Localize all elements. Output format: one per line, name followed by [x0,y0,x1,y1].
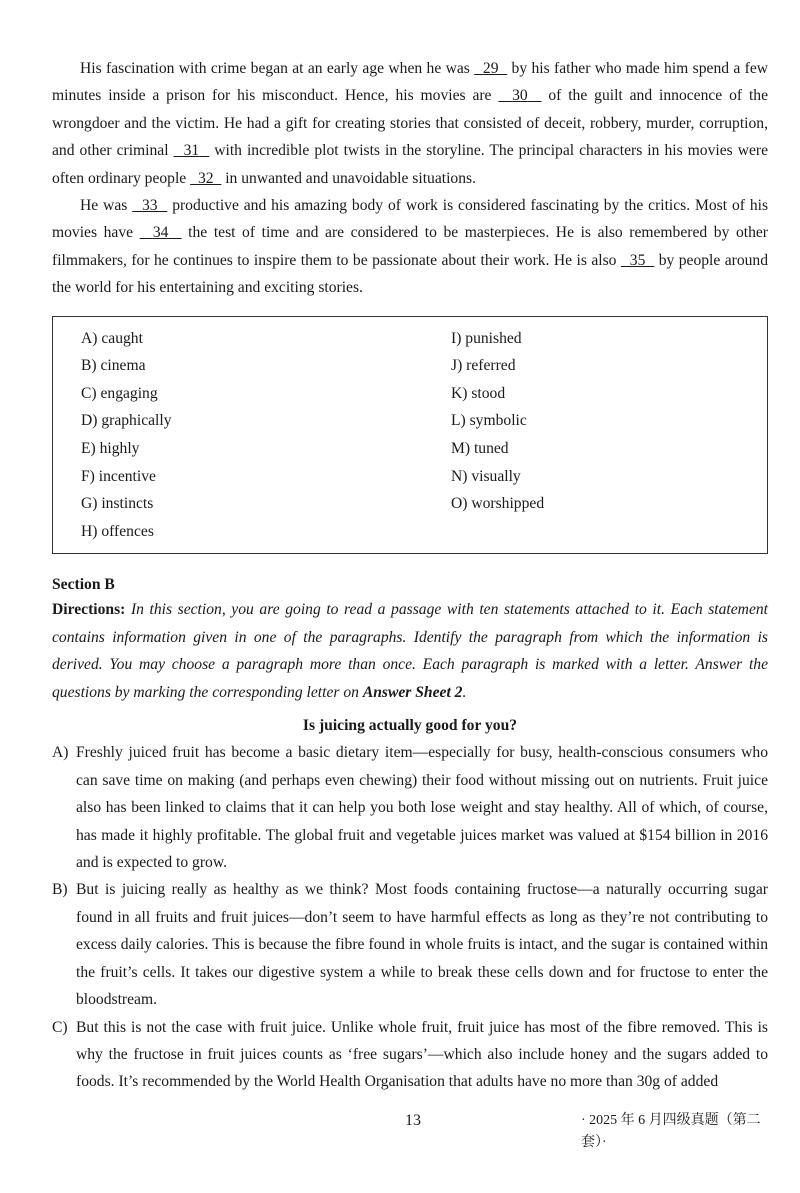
blank-number: 34 [152,224,169,242]
paragraph-text: But this is not the case with fruit juice. Unlike whole fruit, fruit juice has most of the fibre removed. This is why the fructose in fruit juices counts as ‘free sugars’—which also include honey and the sugars added to foods. It’s recommended by the World Health Organisation that adults have no more than 30g of added [76,1018,768,1091]
section-heading: Section B [52,576,115,594]
text: the test of time and are considered to be masterpieces. He is also remembered by other filmmakers, for he continues to inspire them to be passionate about their work. He is also [52,224,768,269]
paragraph-label: A) [52,744,69,762]
footer-source: · 2025 年 6 月四级真题（第二套）· [581,1112,761,1150]
text: of the guilt and innocence of the wrongdoer and the victim. He had a gift for creating stories that consisted of deceit, robbery, murder, corruption, and other criminal [52,87,769,160]
passage-title: Is juicing actually good for you? [302,717,518,735]
paragraph-a [52,739,768,876]
blank-35 [621,252,654,269]
paragraph-b [52,876,768,1013]
blank-number: 32 [197,169,214,187]
word-option: E) highly [81,440,140,458]
word-option: C) engaging [81,384,158,402]
directions-label: Directions: [52,601,126,619]
paragraph-text: Freshly juiced fruit has become a basic dietary item—especially for busy, health-conscious consumers who can save time on making (and perhaps even chewing) their food without missing out on nutrients. Fruit juice also has been linked to claims that it can help you both lose weight and stay healthy. All of which, of course, has made it highly profitable. The global fruit and vegetable juices market was valued at $154 billion in 2016 and is expected to grow. [76,744,768,872]
page-number: 13 [405,1111,421,1129]
text: with incredible plot twists in the storyline. The principal characters in his movies were often ordinary people [52,142,769,187]
word-bank-box [52,316,768,555]
text: by people around the world for his entertaining and exciting stories. [52,251,769,297]
word-option: O) worshipped [451,495,545,513]
paragraph-label: B) [52,881,68,899]
directions [52,596,768,706]
text: His fascination with crime began at an early age when he was [80,60,475,77]
paragraph-text: But is juicing really as healthy as we think? Most foods containing fructose—a naturally occurring sugar found in all fruits and fruit juices—don’t seem to have harmful effects as long as they’re not contributing to excess daily calories. This is because the fibre found in whole fruits is intact, and the sugar is contained within the fruit’s cells. It takes our digestive system a while to break these cells down and for fructose to enter the bloodstream. [76,881,768,1009]
passage-paragraph-2 [52,192,768,302]
word-option: M) tuned [451,440,509,458]
period: . [462,683,467,701]
blank-number: 30 [512,87,528,105]
blank-number: 31 [183,142,200,160]
blank-number: 29 [482,60,499,77]
passage-paragraph-1 [52,55,768,192]
word-option: L) symbolic [451,412,527,430]
word-bank-right-column [451,325,544,546]
word-bank-left-column [81,325,451,546]
word-option: D) graphically [81,412,172,430]
blank-29 [474,60,507,77]
word-option: A) caught [81,329,143,347]
text: productive and his amazing body of work is considered fascinating by the critics. Most of his movies have [52,197,769,242]
blank-number: 35 [629,251,646,269]
word-option: I) punished [451,329,522,347]
paragraph-c [52,1014,768,1096]
blank-number: 33 [141,197,158,215]
page-footer [52,1110,768,1154]
text: in unwanted and unavoidable situations. [221,169,476,187]
blank-32 [190,170,221,187]
word-option: B) cinema [81,357,146,375]
directions-text: In this section, you are going to read a passage with ten statements attached to it. Each statement contains information given in one of the paragraphs. Identify the paragraph from which the information is derived. You may choose a paragraph more than once. Each paragraph is marked with a letter. Answer the questions by marking the corresponding letter on [52,601,768,701]
answer-sheet-ref: Answer Sheet 2 [362,683,463,701]
word-option: H) offences [81,522,154,540]
word-option: G) instincts [81,495,154,513]
blank-30 [498,87,541,104]
word-option: K) stood [451,384,506,402]
word-option: F) incentive [81,467,156,485]
paragraph-label: C) [52,1018,68,1036]
text: He was [80,197,133,215]
word-option: J) referred [451,357,516,375]
blank-33 [132,197,167,214]
word-option: N) visually [451,467,521,485]
blank-31 [174,142,210,159]
blank-34 [140,224,182,241]
text: by his father who made him spend a few minutes inside a prison for his misconduct. Hence, his movies are [52,60,769,105]
